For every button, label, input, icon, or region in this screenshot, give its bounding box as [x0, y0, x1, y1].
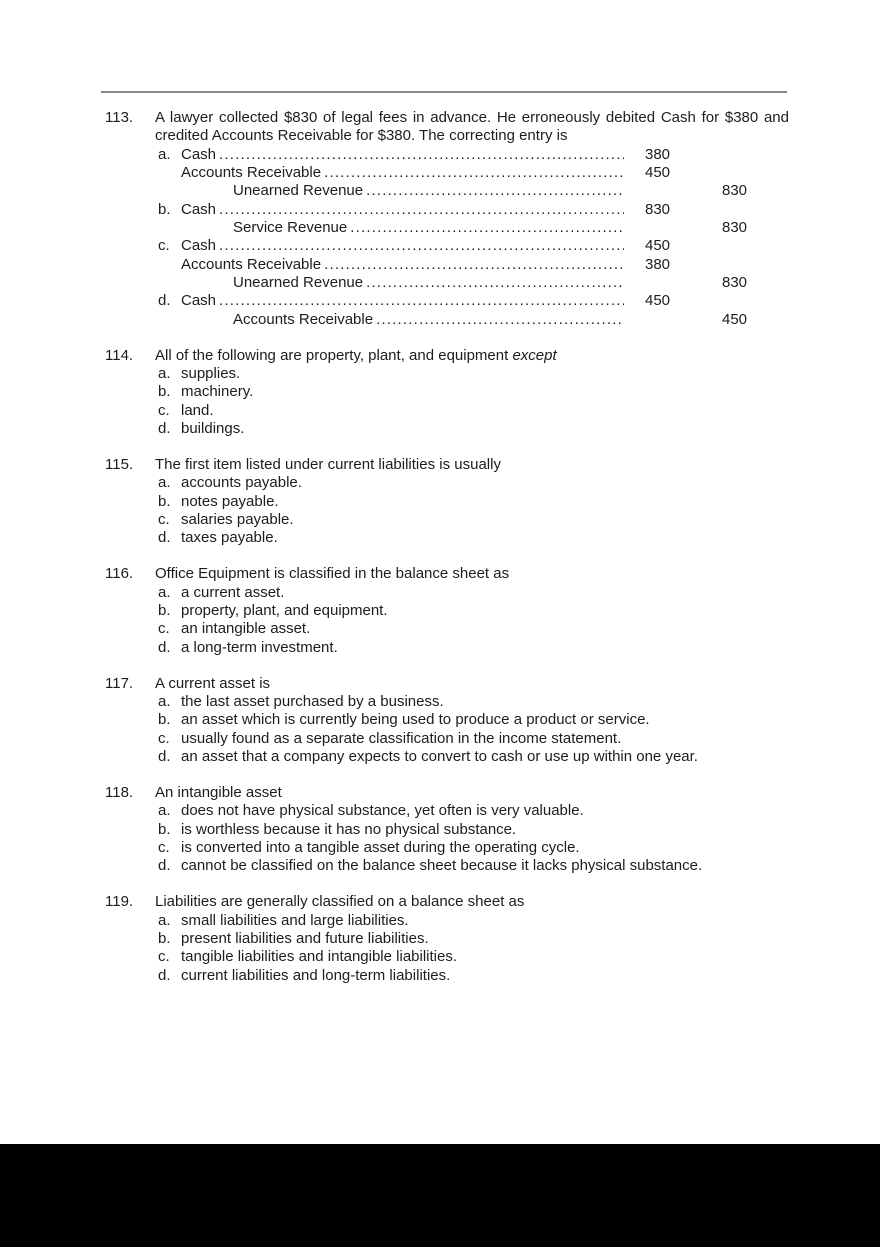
question-text: An intangible asset — [155, 783, 282, 801]
option-letter: a. — [158, 693, 171, 710]
entry-letter: b. — [158, 200, 171, 218]
answer-option-row — [155, 857, 789, 875]
question-body — [155, 109, 789, 329]
option-letter: c. — [158, 620, 170, 638]
answer-option-row — [155, 402, 789, 420]
question-number: 114. — [105, 346, 134, 364]
journal-entry-row — [155, 237, 789, 255]
answer-option-row — [155, 912, 789, 930]
entry-name-wrap — [181, 274, 624, 292]
entry-letter — [155, 164, 181, 182]
entry-debit-amount — [645, 182, 693, 200]
question-text-wrap — [155, 109, 789, 146]
option-letter: c. — [158, 948, 170, 966]
option-letter: a. — [158, 365, 171, 383]
journal-entry-row — [155, 256, 789, 274]
question-body — [155, 347, 789, 439]
option-text: supplies. — [181, 365, 241, 383]
option-text: property, plant, and equipment. — [181, 602, 388, 620]
question-block — [105, 893, 789, 985]
dot-leader — [363, 182, 624, 200]
question-text: A lawyer collected $830 of legal fees in advance. He erroneously debited Cash for $380 and credited Accounts Receivable for $380. The correcting entry is — [155, 109, 789, 145]
question-number: 115. — [105, 456, 134, 474]
option-letter: d. — [158, 529, 171, 547]
question-text: A current asset is — [155, 674, 271, 692]
entry-credit-amount: 830 — [722, 274, 748, 292]
entry-letter — [155, 256, 181, 274]
option-text: present liabilities and future liabilities. — [181, 929, 429, 947]
entry-credit-amount: 830 — [722, 219, 748, 237]
option-text: small liabilities and large liabilities. — [181, 911, 409, 929]
entry-debit-amount: 830 — [645, 200, 671, 218]
dot-leader — [216, 201, 624, 219]
answer-option-row — [155, 967, 789, 985]
question-block — [105, 347, 789, 439]
answer-option-row — [155, 474, 789, 492]
entry-name-wrap — [181, 182, 624, 200]
option-letter: b. — [158, 820, 171, 838]
answer-option-row — [155, 420, 789, 438]
option-text: the last asset purchased by a business. — [181, 693, 444, 710]
answer-option-row — [155, 711, 789, 729]
entry-debit-amount — [645, 274, 693, 292]
entry-credit-amount: 830 — [722, 182, 748, 200]
question-body — [155, 675, 789, 767]
option-text: a long-term investment. — [181, 638, 338, 656]
journal-entry-row — [155, 146, 789, 164]
option-text: is converted into a tangible asset during the operating cycle. — [181, 839, 580, 856]
dot-leader — [216, 146, 624, 164]
entry-name-wrap — [181, 237, 624, 255]
option-text: notes payable. — [181, 492, 279, 510]
dot-leader — [347, 219, 624, 237]
answer-option-row — [155, 529, 789, 547]
entry-credit-amount — [722, 201, 770, 219]
question-rows — [155, 802, 789, 875]
answer-option-row — [155, 620, 789, 638]
entry-name-wrap — [181, 164, 624, 182]
question-row — [105, 456, 789, 548]
option-letter: c. — [158, 839, 170, 856]
option-text: is worthless because it has no physical substance. — [181, 820, 517, 838]
entry-account-name: Accounts Receivable — [181, 164, 322, 182]
option-text: a current asset. — [181, 583, 285, 601]
question-body — [155, 456, 789, 548]
question-rows — [155, 474, 789, 547]
option-letter: d. — [158, 748, 171, 766]
entry-letter — [155, 219, 181, 237]
question-row — [105, 675, 789, 767]
question-row — [105, 347, 789, 439]
entry-account-name: Accounts Receivable — [181, 255, 322, 273]
header-rule — [101, 91, 787, 93]
question-text: The first item listed under current liabilities is usually — [155, 456, 501, 474]
entry-debit-amount: 450 — [645, 292, 671, 310]
entry-letter: a. — [158, 145, 171, 163]
question-row — [105, 565, 789, 657]
option-text: land. — [181, 401, 214, 419]
option-letter: d. — [158, 638, 171, 656]
question-row — [105, 893, 789, 985]
question-number: 113. — [105, 109, 134, 126]
option-letter: a. — [158, 474, 171, 492]
answer-option-row — [155, 748, 789, 766]
question-body — [155, 565, 789, 657]
question-rows — [155, 912, 789, 985]
question-text-wrap — [155, 784, 789, 802]
answer-option-row — [155, 383, 789, 401]
entry-credit-amount — [722, 164, 770, 182]
option-letter: d. — [158, 966, 171, 984]
entry-name-wrap — [181, 146, 624, 164]
entry-account-name: Unearned Revenue — [233, 274, 364, 292]
entry-debit-amount: 380 — [645, 145, 671, 163]
answer-option-row — [155, 821, 789, 839]
option-letter: c. — [158, 401, 170, 419]
entry-account-name: Cash — [181, 200, 217, 218]
option-text: buildings. — [181, 420, 245, 438]
question-row — [105, 784, 789, 876]
option-text: accounts payable. — [181, 474, 302, 492]
question-text-wrap — [155, 347, 789, 365]
dot-leader — [321, 164, 624, 182]
question-body — [155, 784, 789, 876]
footer-black-bar — [0, 1144, 880, 1247]
answer-option-row — [155, 802, 789, 820]
option-letter: c. — [158, 729, 170, 747]
entry-credit-amount — [722, 146, 770, 164]
option-letter: b. — [158, 492, 171, 510]
entry-letter: c. — [158, 237, 170, 255]
question-block — [105, 675, 789, 767]
entry-letter — [155, 311, 181, 329]
question-number: 119. — [105, 893, 134, 911]
question-rows — [155, 365, 789, 438]
question-text-wrap — [155, 675, 789, 693]
option-letter: d. — [158, 420, 171, 438]
entry-account-name: Cash — [181, 145, 217, 163]
option-text: does not have physical substance, yet often is very valuable. — [181, 802, 584, 820]
journal-entry-row — [155, 311, 789, 329]
entry-account-name: Cash — [181, 292, 217, 310]
answer-option-row — [155, 639, 789, 657]
question-block — [105, 784, 789, 876]
entry-debit-amount: 380 — [645, 255, 671, 273]
option-text: cannot be classified on the balance sheet because it lacks physical substance. — [181, 857, 703, 875]
answer-option-row — [155, 839, 789, 857]
entry-account-name: Accounts Receivable — [233, 310, 374, 328]
option-letter: b. — [158, 929, 171, 947]
dot-leader — [373, 311, 624, 329]
answer-option-row — [155, 584, 789, 602]
option-letter: b. — [158, 602, 171, 620]
question-body — [155, 893, 789, 985]
option-text: an asset that a company expects to convert to cash or use up within one year. — [181, 748, 698, 766]
answer-option-row — [155, 602, 789, 620]
answer-option-row — [155, 930, 789, 948]
answer-option-row — [155, 730, 789, 748]
option-letter: a. — [158, 802, 171, 820]
option-text: salaries payable. — [181, 511, 294, 529]
answer-option-row — [155, 511, 789, 529]
option-text: an asset which is currently being used to produce a product or service. — [181, 711, 650, 729]
option-letter: b. — [158, 711, 171, 729]
question-text-wrap — [155, 893, 789, 911]
question-rows — [155, 693, 789, 766]
entry-letter: d. — [158, 292, 171, 310]
option-text: current liabilities and long-term liabilities. — [181, 966, 451, 984]
entry-name-wrap — [181, 311, 624, 329]
option-letter: a. — [158, 583, 171, 601]
question-text-italic: except — [512, 346, 557, 364]
entry-debit-amount — [645, 219, 693, 237]
journal-entry-row — [155, 292, 789, 310]
answer-option-row — [155, 493, 789, 511]
question-number: 116. — [105, 565, 134, 583]
option-text: taxes payable. — [181, 529, 278, 547]
question-rows — [155, 584, 789, 657]
question-block — [105, 456, 789, 548]
option-letter: d. — [158, 857, 171, 875]
journal-entry-row — [155, 164, 789, 182]
journal-entry-row — [155, 219, 789, 237]
entry-name-wrap — [181, 201, 624, 219]
question-number: 117. — [105, 674, 134, 692]
answer-option-row — [155, 365, 789, 383]
entry-name-wrap — [181, 292, 624, 310]
question-block — [105, 565, 789, 657]
journal-entry-row — [155, 182, 789, 200]
entry-debit-amount: 450 — [645, 237, 671, 255]
dot-leader — [321, 256, 624, 274]
entry-letter — [155, 274, 181, 292]
question-block — [105, 109, 789, 329]
entry-account-name: Service Revenue — [233, 219, 348, 237]
entry-credit-amount — [722, 237, 770, 255]
entry-account-name: Cash — [181, 237, 217, 255]
question-text-wrap — [155, 456, 789, 474]
answer-option-row — [155, 948, 789, 966]
entry-debit-amount — [645, 311, 693, 329]
entry-credit-amount: 450 — [722, 310, 748, 328]
question-row — [105, 109, 789, 329]
dot-leader — [363, 274, 624, 292]
entry-credit-amount — [722, 292, 770, 310]
dot-leader — [216, 292, 624, 310]
dot-leader — [216, 237, 624, 255]
option-text: an intangible asset. — [181, 620, 311, 638]
question-text: Liabilities are generally classified on a balance sheet as — [155, 893, 525, 911]
entry-account-name: Unearned Revenue — [233, 182, 364, 200]
entry-debit-amount: 450 — [645, 164, 671, 182]
option-text: machinery. — [181, 383, 254, 401]
entry-letter — [155, 182, 181, 200]
entry-credit-amount — [722, 256, 770, 274]
option-letter: b. — [158, 383, 171, 401]
question-text: All of the following are property, plant, and equipment — [155, 346, 513, 364]
entry-name-wrap — [181, 256, 624, 274]
option-text: usually found as a separate classification in the income statement. — [181, 729, 622, 747]
option-letter: c. — [158, 511, 170, 529]
journal-entry-row — [155, 274, 789, 292]
question-rows — [155, 146, 789, 329]
question-list — [105, 109, 789, 1003]
option-letter: a. — [158, 911, 171, 929]
entry-name-wrap — [181, 219, 624, 237]
answer-option-row — [155, 693, 789, 711]
question-number: 118. — [105, 783, 134, 801]
journal-entry-row — [155, 201, 789, 219]
option-text: tangible liabilities and intangible liabilities. — [181, 948, 458, 966]
question-text-wrap — [155, 565, 789, 583]
question-text: Office Equipment is classified in the balance sheet as — [155, 565, 510, 583]
